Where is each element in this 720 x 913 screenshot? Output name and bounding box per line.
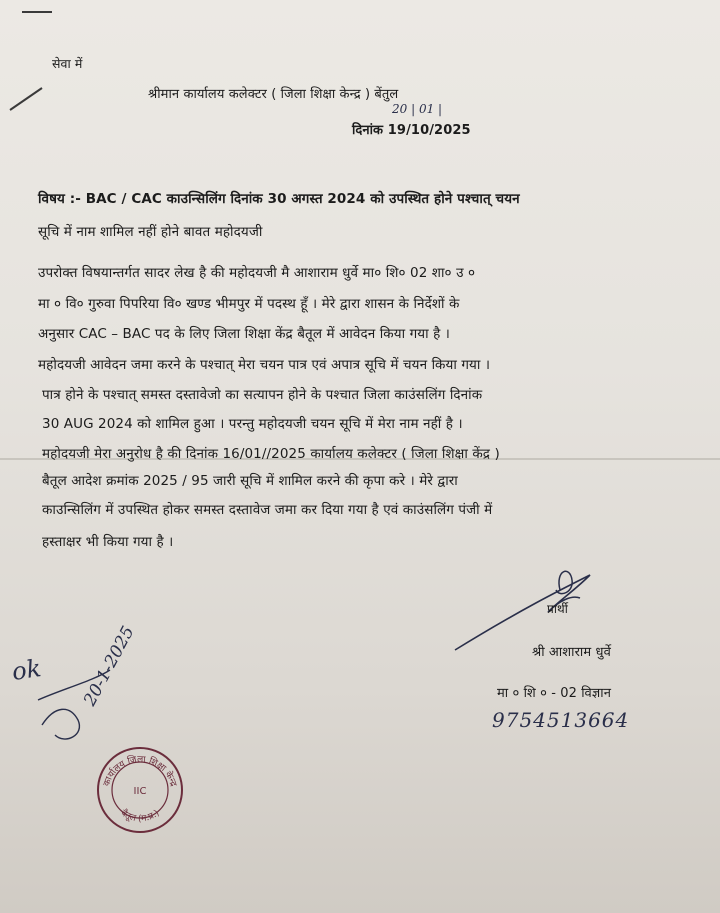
seal-text-bottom: बैतूल (म.प्र.): [118, 808, 162, 825]
date-value: 19/10/2025: [387, 123, 471, 138]
body-line: काउन्सिलिंग में उपस्थित होकर समस्त दस्तावेज जमा कर दिया गया है एवं काउंसलिंग पंजी में: [42, 502, 493, 518]
seal-center: IIC: [133, 786, 147, 797]
body-line: बैतूल आदेश क्रमांक 2025 / 95 जारी सूचि में शामिल करने की कृपा करे । मेरे द्वारा: [42, 473, 458, 489]
date-label: दिनांक: [352, 123, 384, 138]
body-line: 30 AUG 2024 को शामिल हुआ । परन्तु महोदयजी चयन सूचि में मेरा नाम नहीं है ।: [42, 416, 463, 432]
body-line: मा ० वि० गुरुवा पिपरिया वि० खण्ड भीमपुर में पदस्थ हूँ । मेरे द्वारा शासन के निर्देशों के: [38, 296, 460, 312]
applicant-label: प्रार्थी: [547, 602, 568, 616]
body-line: महोदयजी मेरा अनुरोध है की दिनांक 16/01//2025 कार्यालय कलेक्टर ( जिला शिक्षा केंद्र ): [42, 446, 500, 462]
body-line: अनुसार CAC – BAC पद के लिए जिला शिक्षा केंद्र बैतूल में आवेदन किया गया है ।: [38, 326, 450, 342]
body-line: महोदयजी आवेदन जमा करने के पश्चात् मेरा चयन पात्र एवं अपात्र सूचि में चयन किया गया ।: [38, 357, 491, 373]
received-date: 20-1-2025: [80, 623, 139, 710]
body-line: पात्र होने के पश्चात् समस्त दस्तावेजो का सत्यापन होने के पश्चात जिला काउंसलिंग दिनांक: [42, 387, 483, 403]
body-line: हस्ताक्षर भी किया गया है ।: [42, 534, 174, 550]
seal-text-top: कार्यालय जिला शिक्षा केन्द्र: [101, 754, 178, 788]
applicant-designation: मा ० शि ० - 02 विज्ञान: [497, 686, 612, 701]
applicant-phone: 9754513664: [492, 708, 630, 732]
salutation: सेवा में: [52, 56, 83, 71]
seal-graphic: [94, 744, 186, 836]
body-line: उपरोक्त विषयान्तर्गत सादर लेख है की महोदयजी मै आशाराम धुर्वे मा० शि० 02 शा० उ ०: [38, 265, 476, 281]
subject-line-2: सूचि में नाम शामिल नहीं होने बावत महोदयजी: [38, 224, 263, 240]
applicant-name: श्री आशाराम धुर्वे: [532, 645, 611, 660]
date-handwritten-correction: 20 | 01 |: [392, 102, 443, 116]
date-line: [352, 120, 471, 138]
recipient-line: श्रीमान कार्यालय कलेक्टर ( जिला शिक्षा केन्द्र ) बेंतुल: [148, 87, 399, 102]
subject-line-1: विषय :- BAC / CAC काउन्सिलिंग दिनांक 30 अगस्त 2024 को उपस्थित होने पश्चात् चयन: [38, 191, 520, 207]
office-seal: [94, 744, 186, 836]
margin-note: ok: [10, 654, 43, 686]
